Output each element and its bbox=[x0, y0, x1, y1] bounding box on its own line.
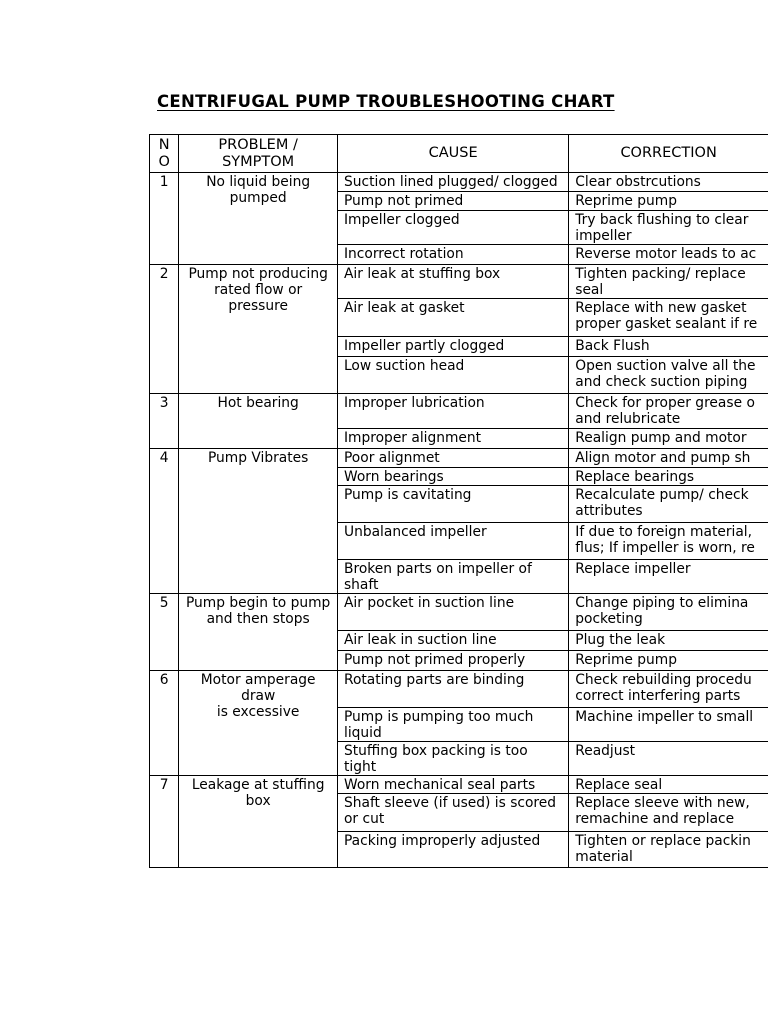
correction-cell: Replace sleeve with new, remachine and replace bbox=[569, 794, 768, 832]
cause-cell: Air leak at gasket bbox=[337, 299, 568, 337]
correction-cell: Tighten packing/ replace seal bbox=[569, 265, 768, 299]
cause-cell: Air pocket in suction line bbox=[337, 594, 568, 631]
cause-cell: Improper alignment bbox=[337, 429, 568, 449]
correction-cell: Replace with new gasket proper gasket sealant if re bbox=[569, 299, 768, 337]
cause-cell: Pump not primed bbox=[337, 192, 568, 211]
correction-cell: Plug the leak bbox=[569, 631, 768, 651]
problem-cell: Motor amperage draw is excessive bbox=[179, 671, 338, 776]
correction-cell: Realign pump and motor bbox=[569, 429, 768, 449]
header-problem: PROBLEM / SYMPTOM bbox=[179, 135, 338, 173]
correction-cell: Change piping to elimina pocketing bbox=[569, 594, 768, 631]
correction-cell: Reprime pump bbox=[569, 651, 768, 671]
correction-cell: If due to foreign material, flus; If impeller is worn, re bbox=[569, 523, 768, 560]
correction-cell: Check rebuilding procedu correct interfering parts bbox=[569, 671, 768, 708]
problem-cell: Hot bearing bbox=[179, 394, 338, 449]
table-body bbox=[150, 173, 768, 868]
correction-cell: Replace seal bbox=[569, 776, 768, 794]
cause-cell: Rotating parts are binding bbox=[337, 671, 568, 708]
problem-cell: Leakage at stuffing box bbox=[179, 776, 338, 868]
page-title: CENTRIFUGAL PUMP TROUBLESHOOTING CHART bbox=[157, 92, 615, 111]
row-number: 6 bbox=[150, 671, 179, 776]
correction-cell: Reverse motor leads to ac bbox=[569, 245, 768, 265]
cause-cell: Pump is cavitating bbox=[337, 486, 568, 523]
correction-cell: Machine impeller to small bbox=[569, 708, 768, 742]
cause-cell: Pump is pumping too much liquid bbox=[337, 708, 568, 742]
correction-cell: Align motor and pump sh bbox=[569, 449, 768, 468]
cause-cell: Unbalanced impeller bbox=[337, 523, 568, 560]
header-no: N O bbox=[150, 135, 179, 173]
cause-cell: Packing improperly adjusted bbox=[337, 832, 568, 868]
row-number: 7 bbox=[150, 776, 179, 868]
row-number: 1 bbox=[150, 173, 179, 265]
cause-cell: Pump not primed properly bbox=[337, 651, 568, 671]
correction-cell: Back Flush bbox=[569, 337, 768, 357]
problem-cell: Pump Vibrates bbox=[179, 449, 338, 594]
problem-cell: No liquid being pumped bbox=[179, 173, 338, 265]
table-row bbox=[150, 776, 768, 794]
cause-cell: Low suction head bbox=[337, 357, 568, 394]
cause-cell: Stuffing box packing is too tight bbox=[337, 742, 568, 776]
cause-cell: Impeller clogged bbox=[337, 211, 568, 245]
cause-cell: Suction lined plugged/ clogged bbox=[337, 173, 568, 192]
cause-cell: Impeller partly clogged bbox=[337, 337, 568, 357]
table-row bbox=[150, 671, 768, 708]
cause-cell: Improper lubrication bbox=[337, 394, 568, 429]
correction-cell: Readjust bbox=[569, 742, 768, 776]
table-row bbox=[150, 265, 768, 299]
problem-cell: Pump begin to pump and then stops bbox=[179, 594, 338, 671]
cause-cell: Broken parts on impeller of shaft bbox=[337, 560, 568, 594]
problem-cell: Pump not producing rated flow or pressure bbox=[179, 265, 338, 394]
correction-cell: Replace impeller bbox=[569, 560, 768, 594]
row-number: 4 bbox=[150, 449, 179, 594]
table-row bbox=[150, 594, 768, 631]
table-row bbox=[150, 394, 768, 429]
correction-cell: Check for proper grease o and relubricate bbox=[569, 394, 768, 429]
cause-cell: Worn mechanical seal parts bbox=[337, 776, 568, 794]
correction-cell: Try back flushing to clear impeller bbox=[569, 211, 768, 245]
correction-cell: Clear obstrcutions bbox=[569, 173, 768, 192]
correction-cell: Tighten or replace packin material bbox=[569, 832, 768, 868]
header-correction: CORRECTION bbox=[569, 135, 768, 173]
header-cause: CAUSE bbox=[337, 135, 568, 173]
correction-cell: Reprime pump bbox=[569, 192, 768, 211]
correction-cell: Recalculate pump/ check attributes bbox=[569, 486, 768, 523]
row-number: 5 bbox=[150, 594, 179, 671]
cause-cell: Air leak in suction line bbox=[337, 631, 568, 651]
troubleshooting-table bbox=[149, 134, 768, 868]
row-number: 3 bbox=[150, 394, 179, 449]
row-number: 2 bbox=[150, 265, 179, 394]
cause-cell: Worn bearings bbox=[337, 468, 568, 486]
table-row bbox=[150, 449, 768, 468]
cause-cell: Air leak at stuffing box bbox=[337, 265, 568, 299]
cause-cell: Poor alignmet bbox=[337, 449, 568, 468]
cause-cell: Incorrect rotation bbox=[337, 245, 568, 265]
correction-cell: Replace bearings bbox=[569, 468, 768, 486]
cause-cell: Shaft sleeve (if used) is scored or cut bbox=[337, 794, 568, 832]
correction-cell: Open suction valve all the and check suction piping bbox=[569, 357, 768, 394]
table-header-row bbox=[150, 135, 768, 173]
table-row bbox=[150, 173, 768, 192]
